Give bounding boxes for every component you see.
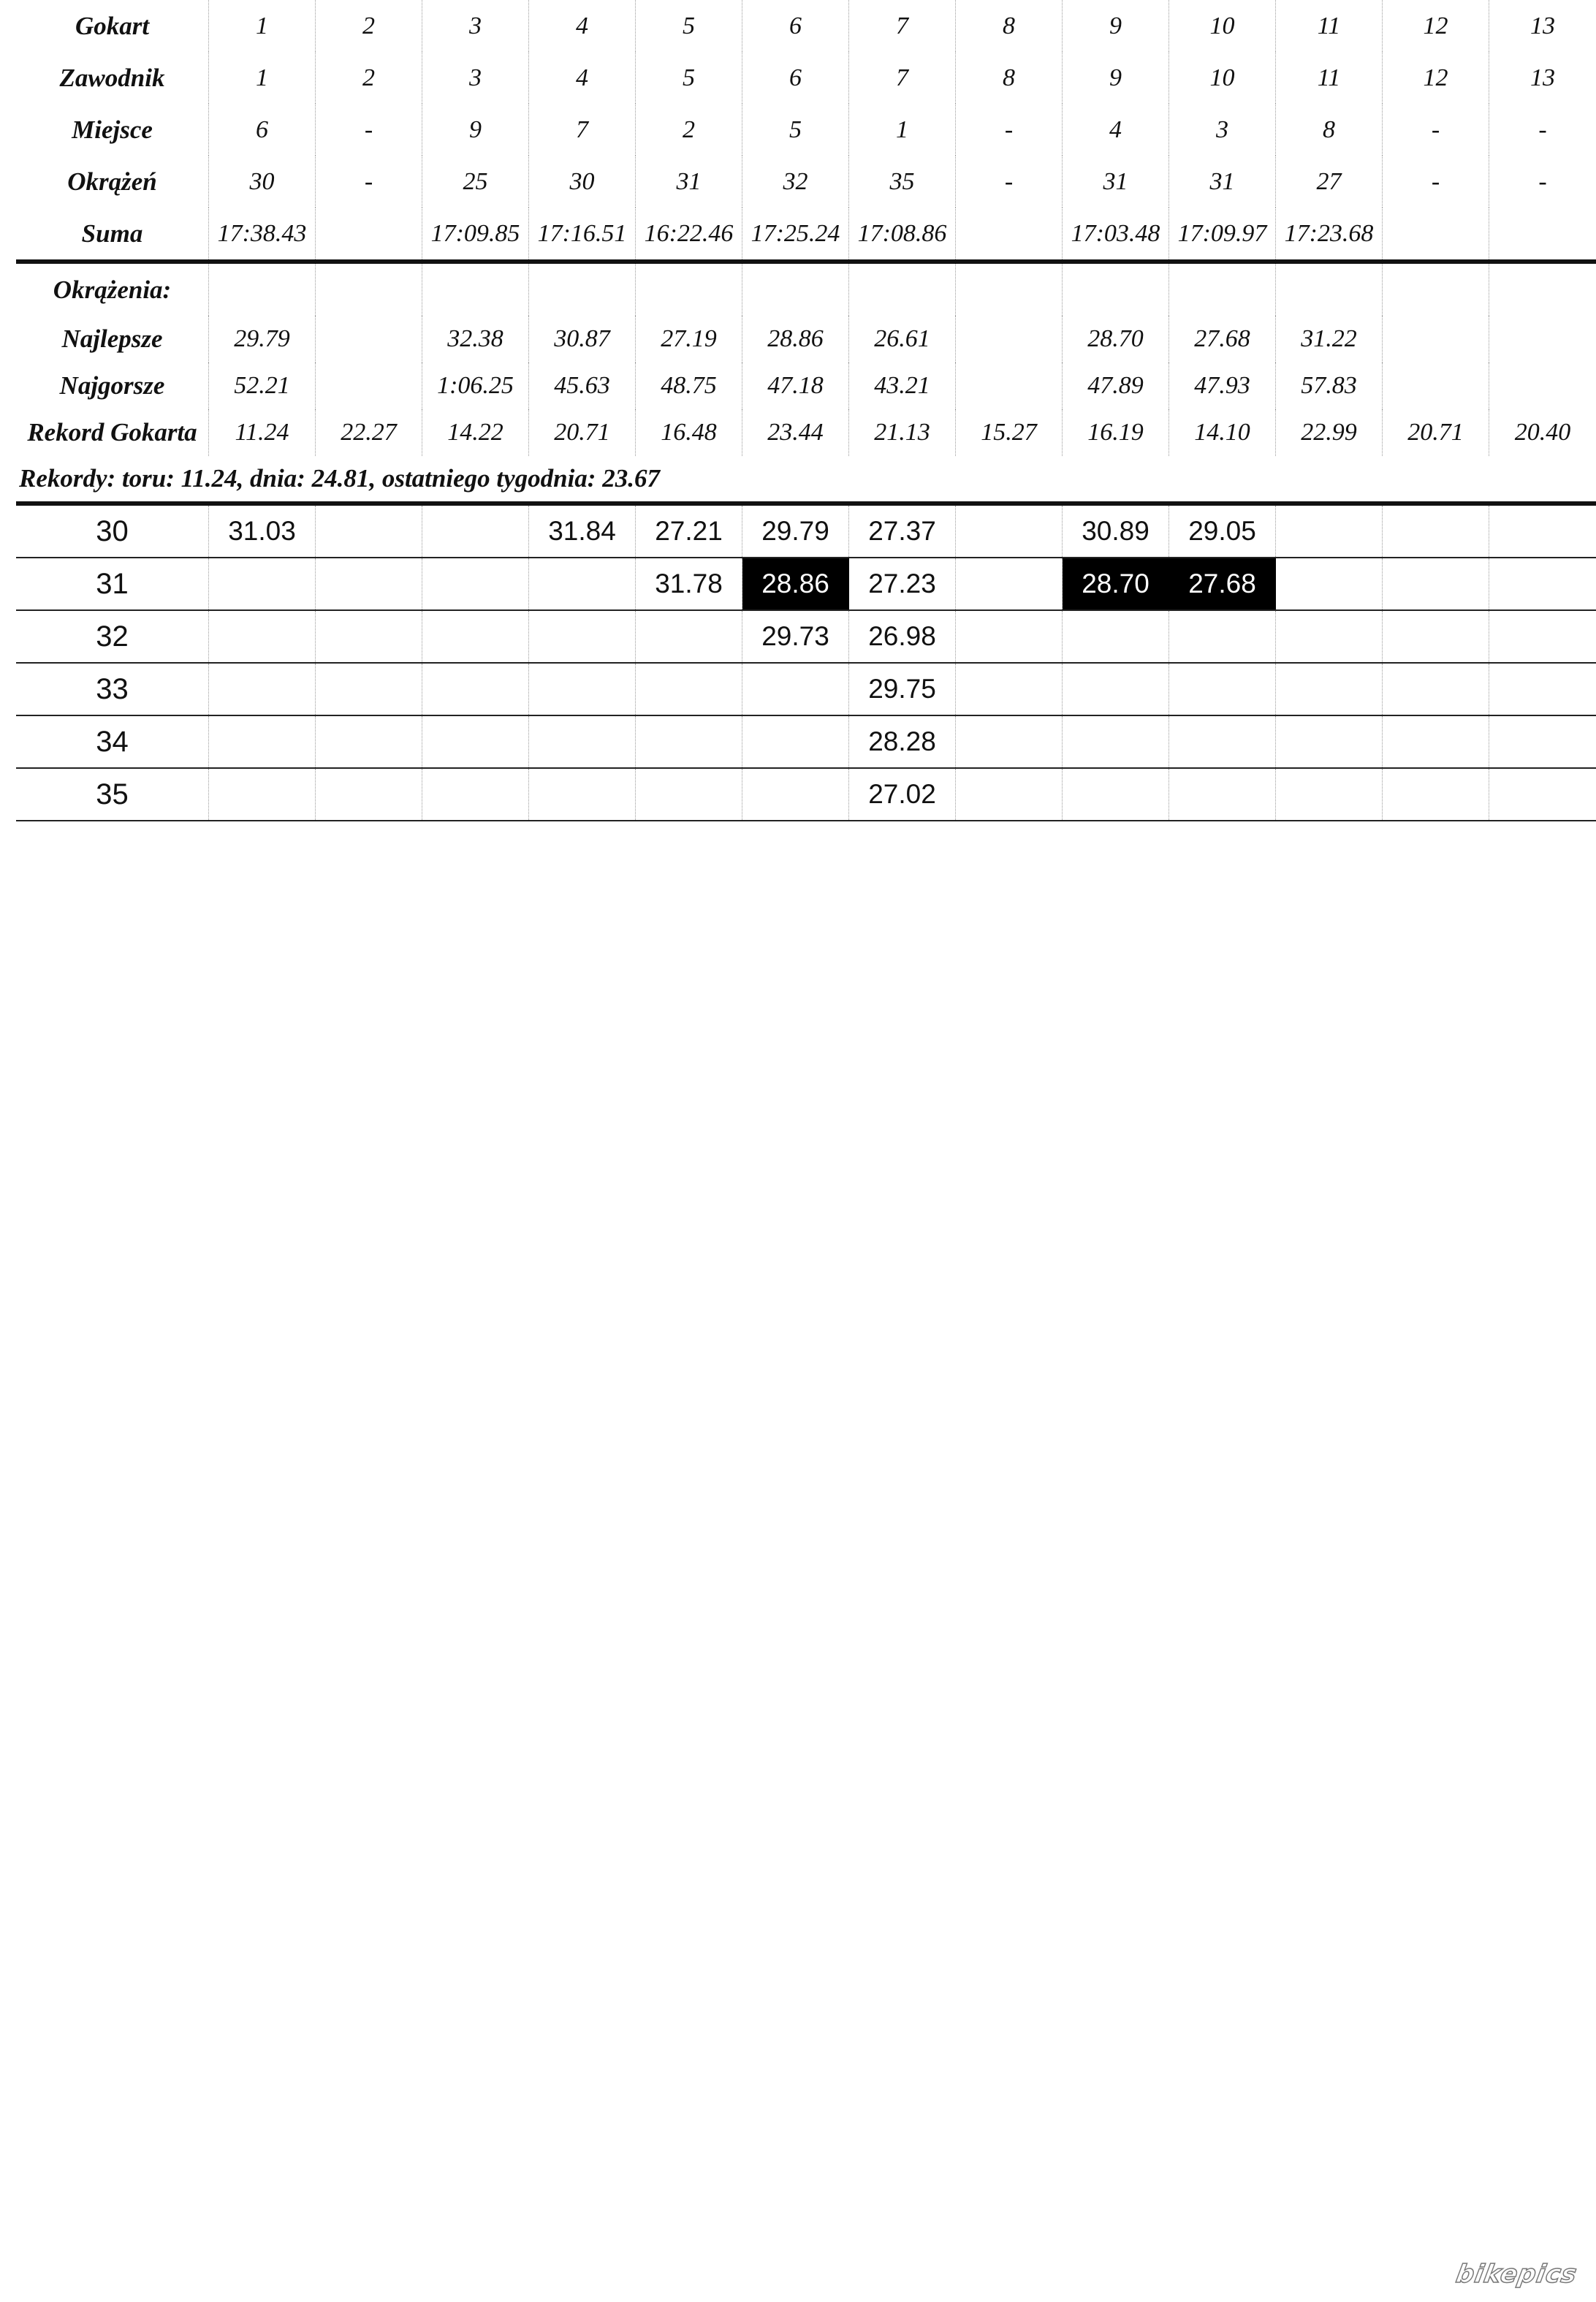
row-label: Gokart: [16, 0, 209, 52]
summary-row: [16, 208, 1596, 259]
table-cell: [529, 664, 636, 715]
table-cell: 2: [316, 52, 422, 104]
table-cell: 17:08.86: [849, 208, 956, 259]
table-cell: [1063, 264, 1169, 316]
table-cell: 31.84: [529, 506, 636, 557]
table-cell: 11.24: [209, 409, 316, 456]
table-cell: 14.10: [1169, 409, 1276, 456]
table-cell: 17:16.51: [529, 208, 636, 259]
table-cell: 27.37: [849, 506, 956, 557]
table-cell: [316, 362, 422, 409]
table-cell: [316, 664, 422, 715]
table-cell: [529, 558, 636, 609]
section-heading: Okrążenia:: [16, 264, 209, 316]
table-cell: [1276, 611, 1383, 662]
row-label: Najlepsze: [16, 316, 209, 362]
table-cell: [1169, 264, 1276, 316]
table-cell: [316, 208, 422, 259]
records-line: Rekordy: toru: 11.24, dnia: 24.81, ostatniego tygodnia: 23.67: [19, 464, 660, 493]
table-cell: [742, 264, 849, 316]
table-cell: [636, 769, 742, 820]
table-cell: 3: [1169, 104, 1276, 156]
table-cell: [1489, 716, 1596, 767]
table-cell: [742, 769, 849, 820]
laps-summary-table: [16, 259, 1596, 456]
row-label: Miejsce: [16, 104, 209, 156]
table-cell: 6: [209, 104, 316, 156]
table-cell: 2: [636, 104, 742, 156]
table-cell: [956, 506, 1063, 557]
table-cell: 52.21: [209, 362, 316, 409]
table-cell: [422, 558, 529, 609]
table-cell: 7: [849, 0, 956, 52]
table-cell: 29.79: [209, 316, 316, 362]
table-cell: 13: [1530, 64, 1555, 91]
table-cell: [1489, 769, 1596, 820]
table-cell: [1169, 716, 1276, 767]
highlighted-cell: 27.68: [1169, 558, 1276, 609]
table-cell: [956, 558, 1063, 609]
table-cell: [1169, 611, 1276, 662]
table-cell: 6: [742, 0, 849, 52]
table-cell: [1489, 664, 1596, 715]
table-cell: [956, 769, 1063, 820]
table-cell: [1383, 664, 1489, 715]
table-cell: [1276, 558, 1383, 609]
table-cell: 11: [1276, 0, 1383, 52]
table-cell: 43.21: [849, 362, 956, 409]
row-label: Rekord Gokarta: [16, 409, 209, 456]
table-cell: [1489, 362, 1596, 409]
row-label: Suma: [16, 208, 209, 259]
table-cell: 29.79: [742, 506, 849, 557]
table-cell: 1: [849, 104, 956, 156]
table-cell: 57.83: [1276, 362, 1383, 409]
watermark-logo: bikepics: [1454, 2260, 1580, 2289]
highlighted-cell: 28.86: [742, 558, 849, 609]
table-cell: -: [956, 104, 1063, 156]
table-cell: 47.93: [1169, 362, 1276, 409]
highlighted-cell: 28.70: [1063, 558, 1169, 609]
table-cell: 17:09.97: [1169, 208, 1276, 259]
table-cell: [209, 664, 316, 715]
table-cell: [316, 558, 422, 609]
table-cell: 17:03.48: [1063, 208, 1169, 259]
table-cell: 30.87: [529, 316, 636, 362]
table-row: [16, 611, 1596, 664]
table-cell: [636, 264, 742, 316]
table-cell: 26.61: [849, 316, 956, 362]
table-cell: [209, 769, 316, 820]
lap-number: 32: [16, 611, 209, 662]
table-cell: 10: [1169, 0, 1276, 52]
table-cell: [422, 611, 529, 662]
table-cell: 2: [316, 0, 422, 52]
table-cell: 8: [1276, 104, 1383, 156]
table-cell: [636, 611, 742, 662]
table-cell: 32.38: [422, 316, 529, 362]
laps-heading-row: [16, 264, 1596, 316]
table-cell: 21.13: [849, 409, 956, 456]
table-cell: [1489, 611, 1596, 662]
table-cell: [1383, 316, 1489, 362]
table-cell: 30: [529, 156, 636, 208]
summary-row: [16, 156, 1596, 208]
table-cell: 30.89: [1063, 506, 1169, 557]
table-cell: 1: [209, 52, 316, 104]
table-cell: 14.22: [422, 409, 529, 456]
table-cell: [1063, 664, 1169, 715]
table-cell: [422, 716, 529, 767]
table-cell: [1383, 558, 1489, 609]
table-cell: [1383, 362, 1489, 409]
table-cell: 31.78: [636, 558, 742, 609]
table-cell: 13: [1530, 12, 1555, 39]
table-cell: [742, 716, 849, 767]
table-cell: 29.05: [1169, 506, 1276, 557]
table-cell: [1383, 264, 1489, 316]
table-cell: [1489, 316, 1596, 362]
table-cell: [956, 716, 1063, 767]
table-cell: 47.89: [1063, 362, 1169, 409]
table-cell: [209, 716, 316, 767]
table-cell: 31.03: [209, 506, 316, 557]
table-cell: 29.75: [849, 664, 956, 715]
table-cell: 9: [1063, 52, 1169, 104]
table-row: [16, 769, 1596, 821]
table-cell: [1383, 208, 1489, 259]
table-cell: 9: [1063, 0, 1169, 52]
table-cell: [1169, 664, 1276, 715]
table-cell: [956, 316, 1063, 362]
table-cell: [316, 506, 422, 557]
table-cell: [956, 362, 1063, 409]
laps-summary-row: [16, 316, 1596, 362]
table-cell: [1383, 716, 1489, 767]
table-cell: [1489, 264, 1596, 316]
row-label: Zawodnik: [16, 52, 209, 104]
table-row: [16, 558, 1596, 611]
table-cell: [209, 264, 316, 316]
table-cell: 23.44: [742, 409, 849, 456]
table-cell: [956, 264, 1063, 316]
table-cell: [1276, 769, 1383, 820]
table-cell: 5: [636, 0, 742, 52]
table-cell: 10: [1169, 52, 1276, 104]
table-cell: 3: [422, 52, 529, 104]
table-cell: 11: [1276, 52, 1383, 104]
table-cell: 31.22: [1276, 316, 1383, 362]
table-cell: -: [1538, 167, 1547, 195]
table-cell: [529, 611, 636, 662]
table-cell: 4: [1063, 104, 1169, 156]
table-cell: 5: [636, 52, 742, 104]
lap-number: 35: [16, 769, 209, 820]
laps-summary-row: [16, 362, 1596, 409]
table-cell: [956, 664, 1063, 715]
table-cell: -: [1383, 104, 1489, 156]
table-cell: 20.71: [529, 409, 636, 456]
table-cell: 16.19: [1063, 409, 1169, 456]
table-cell: 17:38.43: [209, 208, 316, 259]
table-cell: [1489, 506, 1596, 557]
table-cell: [316, 264, 422, 316]
lap-number: 34: [16, 716, 209, 767]
table-cell: [956, 611, 1063, 662]
table-cell: [316, 716, 422, 767]
table-cell: [422, 664, 529, 715]
table-cell: 1: [209, 0, 316, 52]
table-row: [16, 506, 1596, 558]
table-cell: [1063, 769, 1169, 820]
table-cell: [1489, 558, 1596, 609]
table-cell: [956, 208, 1063, 259]
lap-number: 31: [16, 558, 209, 609]
table-cell: 20.40: [1514, 419, 1571, 446]
table-cell: [636, 664, 742, 715]
table-cell: 3: [422, 0, 529, 52]
table-cell: 47.18: [742, 362, 849, 409]
table-cell: 28.86: [742, 316, 849, 362]
table-cell: 16.48: [636, 409, 742, 456]
table-cell: 31: [636, 156, 742, 208]
table-cell: 27: [1276, 156, 1383, 208]
table-cell: 1:06.25: [422, 362, 529, 409]
table-cell: [422, 506, 529, 557]
table-cell: 27.68: [1169, 316, 1276, 362]
table-cell: 9: [422, 104, 529, 156]
table-cell: [1063, 611, 1169, 662]
table-cell: [849, 264, 956, 316]
laps-summary-row: [16, 409, 1596, 456]
table-cell: 17:23.68: [1276, 208, 1383, 259]
table-cell: 32: [742, 156, 849, 208]
table-cell: [209, 558, 316, 609]
summary-row: [16, 52, 1596, 104]
table-cell: [529, 716, 636, 767]
table-cell: -: [1383, 156, 1489, 208]
table-cell: 4: [529, 0, 636, 52]
lap-number: 33: [16, 664, 209, 715]
lap-number: 30: [16, 506, 209, 557]
table-cell: 6: [742, 52, 849, 104]
table-cell: 27.21: [636, 506, 742, 557]
table-cell: [1383, 611, 1489, 662]
summary-row: [16, 104, 1596, 156]
table-cell: [1276, 664, 1383, 715]
table-cell: [529, 769, 636, 820]
table-cell: [1383, 506, 1489, 557]
table-cell: 29.73: [742, 611, 849, 662]
summary-table: [16, 0, 1596, 259]
table-cell: 4: [529, 52, 636, 104]
table-cell: -: [1538, 115, 1547, 143]
table-cell: 31: [1063, 156, 1169, 208]
results-sheet: [16, 0, 1596, 821]
table-cell: [1383, 769, 1489, 820]
table-cell: 45.63: [529, 362, 636, 409]
summary-row: [16, 0, 1596, 52]
table-cell: 17:09.85: [422, 208, 529, 259]
table-cell: -: [956, 156, 1063, 208]
table-cell: 7: [849, 52, 956, 104]
table-cell: 8: [956, 0, 1063, 52]
table-cell: 27.02: [849, 769, 956, 820]
table-cell: 28.70: [1063, 316, 1169, 362]
table-cell: 16:22.46: [636, 208, 742, 259]
table-cell: [316, 769, 422, 820]
table-cell: [422, 769, 529, 820]
table-cell: 27.23: [849, 558, 956, 609]
table-cell: 25: [422, 156, 529, 208]
table-cell: -: [316, 104, 422, 156]
table-cell: 22.27: [316, 409, 422, 456]
table-cell: [529, 264, 636, 316]
table-cell: [422, 264, 529, 316]
table-cell: 48.75: [636, 362, 742, 409]
table-row: [16, 664, 1596, 716]
row-label: Najgorsze: [16, 362, 209, 409]
table-cell: [209, 611, 316, 662]
table-cell: 7: [529, 104, 636, 156]
table-cell: 28.28: [849, 716, 956, 767]
table-cell: [1276, 506, 1383, 557]
table-cell: [316, 316, 422, 362]
table-cell: [1276, 264, 1383, 316]
table-row: [16, 716, 1596, 769]
table-cell: [316, 611, 422, 662]
table-cell: [742, 664, 849, 715]
table-cell: 15.27: [956, 409, 1063, 456]
table-cell: 31: [1169, 156, 1276, 208]
table-cell: [1169, 769, 1276, 820]
table-cell: [1489, 208, 1596, 259]
table-cell: 17:25.24: [742, 208, 849, 259]
table-cell: 26.98: [849, 611, 956, 662]
table-cell: 30: [209, 156, 316, 208]
table-cell: 12: [1383, 0, 1489, 52]
table-cell: 27.19: [636, 316, 742, 362]
table-cell: 8: [956, 52, 1063, 104]
table-cell: 12: [1383, 52, 1489, 104]
table-cell: -: [316, 156, 422, 208]
table-cell: [1276, 716, 1383, 767]
table-cell: 20.71: [1383, 409, 1489, 456]
table-cell: 35: [849, 156, 956, 208]
lap-times-table: [16, 501, 1596, 821]
table-cell: [1063, 716, 1169, 767]
table-cell: [636, 716, 742, 767]
table-cell: 22.99: [1276, 409, 1383, 456]
row-label: Okrążeń: [16, 156, 209, 208]
table-cell: 5: [742, 104, 849, 156]
